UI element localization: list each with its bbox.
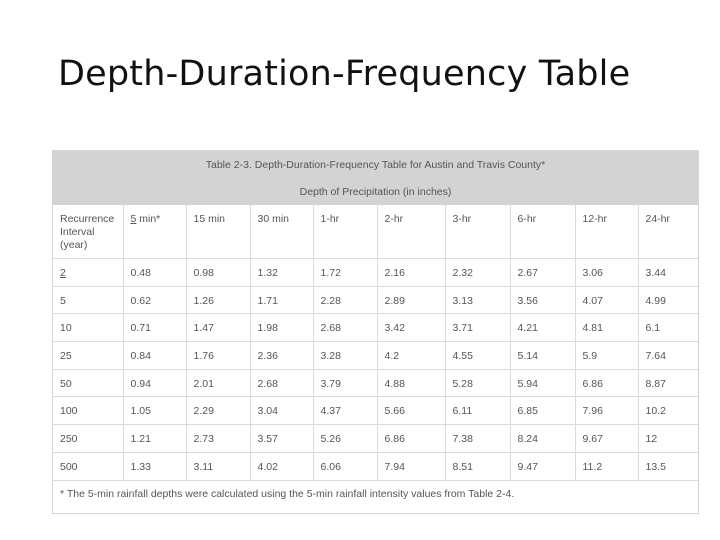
- ddf-table: [53, 151, 698, 508]
- table-cell: 9.67: [575, 425, 638, 453]
- table-cell: 8.51: [445, 452, 510, 480]
- table-cell: 6.85: [510, 397, 575, 425]
- table-cell: 2.32: [445, 259, 510, 287]
- header-15-min: 15 min: [186, 205, 250, 259]
- table-cell: 1.47: [186, 314, 250, 342]
- table-cell: 6.86: [377, 425, 445, 453]
- table-cell: 1.71: [250, 286, 313, 314]
- recurrence-link[interactable]: 2: [60, 267, 66, 279]
- table-cell: 2.01: [186, 369, 250, 397]
- table-cell: 0.48: [123, 259, 186, 287]
- table-cell: 0.84: [123, 342, 186, 370]
- table-cell: 5.94: [510, 369, 575, 397]
- table-cell: 5.9: [575, 342, 638, 370]
- table-cell: 12: [638, 425, 698, 453]
- table-cell: 8.24: [510, 425, 575, 453]
- table-row: [53, 259, 698, 287]
- table-cell: 2.16: [377, 259, 445, 287]
- table-footnote: * The 5-min rainfall depths were calculated using the 5-min rainfall intensity values from Table 2-4.: [60, 488, 515, 500]
- table-cell: 7.64: [638, 342, 698, 370]
- recurrence-cell[interactable]: [53, 259, 123, 287]
- ddf-table-container: [52, 150, 699, 514]
- header-5-min-link[interactable]: 5: [130, 213, 137, 225]
- table-cell: 10.2: [638, 397, 698, 425]
- table-cell: 1.33: [123, 452, 186, 480]
- table-cell: 4.81: [575, 314, 638, 342]
- table-cell: 50: [53, 369, 123, 397]
- header-12-hr: 12-hr: [575, 205, 638, 259]
- table-cell: 2.68: [313, 314, 377, 342]
- table-cell: 3.42: [377, 314, 445, 342]
- table-cell: 3.44: [638, 259, 698, 287]
- table-cell: 3.79: [313, 369, 377, 397]
- table-cell: 4.07: [575, 286, 638, 314]
- table-cell: 2.28: [313, 286, 377, 314]
- table-cell: 6.86: [575, 369, 638, 397]
- table-cell: 2.89: [377, 286, 445, 314]
- header-recurrence-interval: [53, 205, 123, 259]
- table-cell: 1.05: [123, 397, 186, 425]
- table-cell: 2.67: [510, 259, 575, 287]
- table-cell: 3.13: [445, 286, 510, 314]
- table-cell: 5.26: [313, 425, 377, 453]
- table-cell: 5.14: [510, 342, 575, 370]
- table-cell: 1.26: [186, 286, 250, 314]
- table-cell: 1.32: [250, 259, 313, 287]
- table-caption-suffix: *: [541, 159, 546, 171]
- table-cell: 9.47: [510, 452, 575, 480]
- table-row: [53, 452, 698, 480]
- table-cell: 13.5: [638, 452, 698, 480]
- table-cell: 0.71: [123, 314, 186, 342]
- table-subcaption: Depth of Precipitation (in inches): [53, 179, 698, 205]
- table-row: [53, 397, 698, 425]
- header-3-hr: 3-hr: [445, 205, 510, 259]
- table-row: [53, 369, 698, 397]
- table-cell: 4.21: [510, 314, 575, 342]
- table-cell: 2.36: [250, 342, 313, 370]
- table-cell: 250: [53, 425, 123, 453]
- header-recurrence-line1: Recurrence: [60, 213, 115, 225]
- header-5-min-suffix: min*: [136, 213, 161, 225]
- table-cell: 4.2: [377, 342, 445, 370]
- table-cell: 6.1: [638, 314, 698, 342]
- table-row: [53, 342, 698, 370]
- table-cell: 2.73: [186, 425, 250, 453]
- table-header-row: [53, 205, 698, 259]
- table-cell: 0.94: [123, 369, 186, 397]
- table-cell: 5: [53, 286, 123, 314]
- table-cell: 4.02: [250, 452, 313, 480]
- table-cell: 4.88: [377, 369, 445, 397]
- table-body: [53, 259, 698, 508]
- header-2-hr: 2-hr: [377, 205, 445, 259]
- table-cell: 3.57: [250, 425, 313, 453]
- header-recurrence-line2: Interval: [60, 226, 95, 238]
- header-30-min: 30 min: [250, 205, 313, 259]
- table-cell: 7.96: [575, 397, 638, 425]
- table-cell: 5.28: [445, 369, 510, 397]
- header-24-hr: 24-hr: [638, 205, 698, 259]
- table-caption-text: Table 2-3. Depth-Duration-Frequency Table for Austin and Travis County: [205, 159, 542, 171]
- table-row: [53, 425, 698, 453]
- table-cell: 1.21: [123, 425, 186, 453]
- header-6-hr: 6-hr: [510, 205, 575, 259]
- header-5-min: [123, 205, 186, 259]
- table-cell: 500: [53, 452, 123, 480]
- table-cell: 25: [53, 342, 123, 370]
- table-cell: 7.38: [445, 425, 510, 453]
- table-cell: 6.06: [313, 452, 377, 480]
- table-cell: 2.29: [186, 397, 250, 425]
- table-cell: 3.28: [313, 342, 377, 370]
- table-cell: 3.04: [250, 397, 313, 425]
- table-cell: 0.62: [123, 286, 186, 314]
- table-cell: 3.06: [575, 259, 638, 287]
- table-cell: 11.2: [575, 452, 638, 480]
- slide-title: Depth-Duration-Frequency Table: [58, 54, 631, 94]
- table-cell: 8.87: [638, 369, 698, 397]
- table-cell: 100: [53, 397, 123, 425]
- table-cell: 4.37: [313, 397, 377, 425]
- table-cell: 5.66: [377, 397, 445, 425]
- table-cell: 7.94: [377, 452, 445, 480]
- table-row: [53, 286, 698, 314]
- table-cell: 3.56: [510, 286, 575, 314]
- header-recurrence-line3: (year): [60, 239, 88, 251]
- header-1-hr: 1-hr: [313, 205, 377, 259]
- table-cell: 1.72: [313, 259, 377, 287]
- table-cell: 1.76: [186, 342, 250, 370]
- table-cell: 2.68: [250, 369, 313, 397]
- table-cell: 0.98: [186, 259, 250, 287]
- table-cell: 1.98: [250, 314, 313, 342]
- table-cell: 4.55: [445, 342, 510, 370]
- table-caption: [53, 151, 698, 179]
- table-row: [53, 314, 698, 342]
- table-cell: 10: [53, 314, 123, 342]
- table-cell: 6.11: [445, 397, 510, 425]
- table-cell: 4.99: [638, 286, 698, 314]
- table-cell: 3.11: [186, 452, 250, 480]
- table-cell: 3.71: [445, 314, 510, 342]
